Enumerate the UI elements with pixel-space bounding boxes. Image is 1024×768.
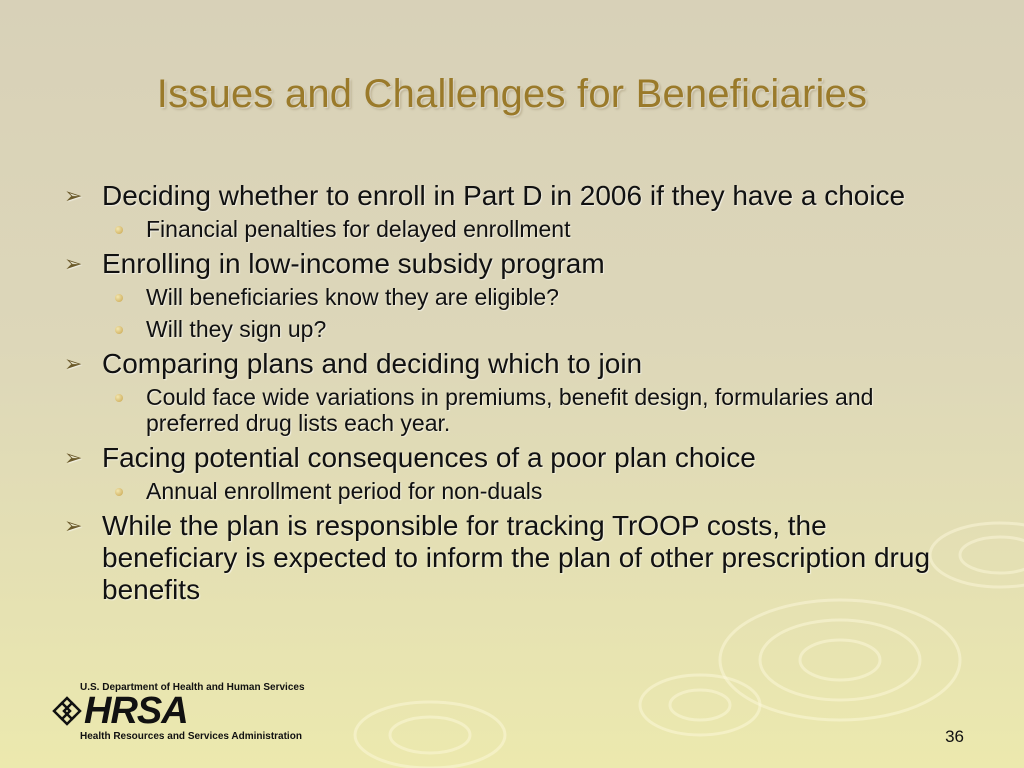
page-number: 36 (945, 727, 964, 746)
bullet-2 (60, 248, 960, 280)
dot-icon (115, 394, 123, 402)
arrowhead-icon: ➢ (64, 445, 83, 470)
arrowhead-icon: ➢ (64, 251, 83, 276)
sub-bullet (60, 478, 960, 504)
bullet-text: While the plan is responsible for tracking TrOOP costs, the beneficiary is expected to inform the plan of other prescription drug benefits (102, 510, 931, 605)
sub-bullet-text: Will they sign up? (146, 316, 327, 342)
sub-bullet (60, 316, 960, 342)
sub-bullet-text: Could face wide variations in premiums, benefit design, formularies and preferred drug lists each year. (146, 384, 874, 436)
sub-bullet (60, 216, 960, 242)
hrsa-logo (50, 680, 310, 744)
bullet-text: Comparing plans and deciding which to join (102, 348, 643, 379)
logo-name: HRSA (84, 690, 188, 732)
slide-content (60, 180, 960, 610)
sub-bullet (60, 284, 960, 310)
bullet-3 (60, 348, 960, 380)
bullet-text: Deciding whether to enroll in Part D in 2006 if they have a choice (102, 180, 906, 211)
logo-department: U.S. Department of Health and Human Services (80, 682, 305, 693)
dot-icon (115, 226, 123, 234)
bullet-5 (60, 510, 960, 606)
dot-icon (115, 488, 123, 496)
sub-bullet (60, 384, 960, 436)
arrowhead-icon: ➢ (64, 183, 83, 208)
bullet-4 (60, 442, 960, 474)
arrowhead-icon: ➢ (64, 513, 83, 538)
bullet-text: Enrolling in low-income subsidy program (102, 248, 605, 279)
hhs-emblem-icon (50, 694, 84, 728)
bullet-text: Facing potential consequences of a poor plan choice (102, 442, 756, 473)
sub-bullet-text: Financial penalties for delayed enrollment (146, 216, 571, 242)
bullet-1 (60, 180, 960, 212)
dot-icon (115, 294, 123, 302)
slide-title: Issues and Challenges for Beneficiaries (156, 72, 868, 116)
arrowhead-icon: ➢ (64, 351, 83, 376)
logo-full-name: Health Resources and Services Administration (80, 731, 302, 742)
dot-icon (115, 326, 123, 334)
sub-bullet-text: Will beneficiaries know they are eligible? (146, 284, 559, 310)
sub-bullet-text: Annual enrollment period for non-duals (146, 478, 543, 504)
